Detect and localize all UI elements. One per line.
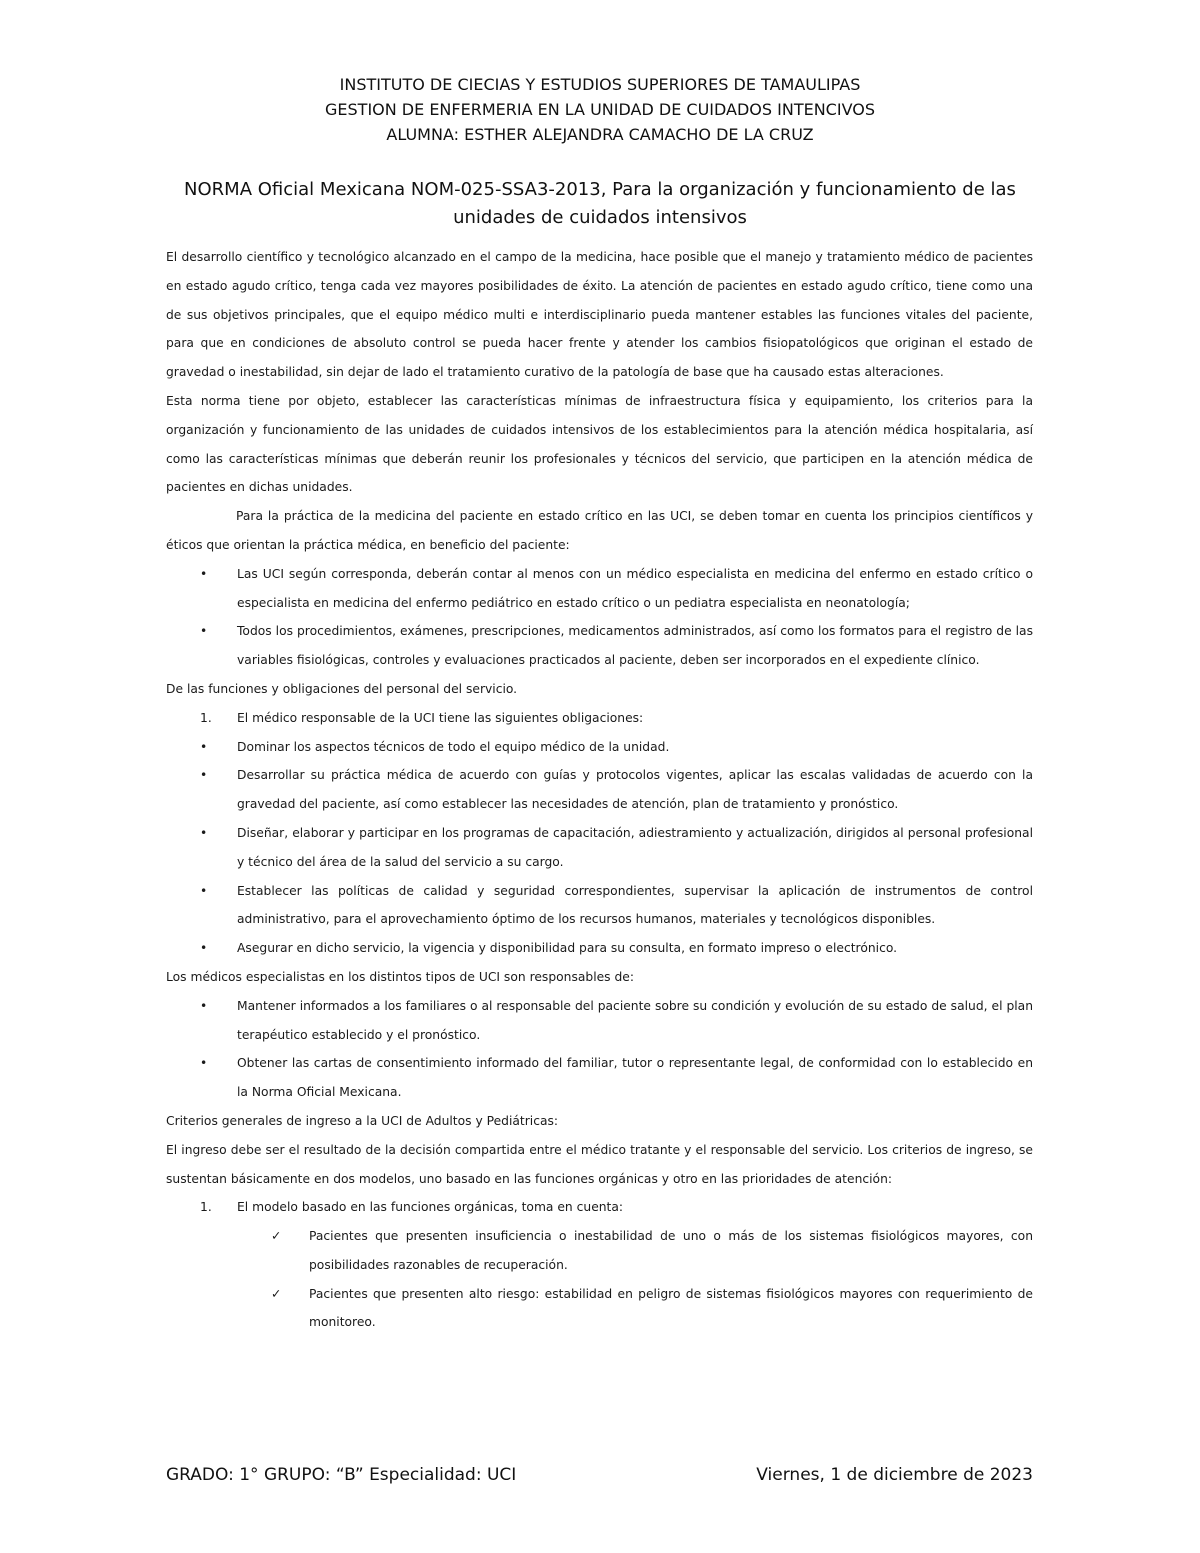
bullet-icon: • xyxy=(200,825,208,840)
bullet-icon: • xyxy=(200,941,208,956)
list-item xyxy=(166,934,1033,963)
bullet-icon: • xyxy=(200,998,208,1013)
check-item xyxy=(166,1280,1033,1338)
bullet-icon: • xyxy=(200,624,208,639)
list-item xyxy=(166,560,1033,618)
numbered-item xyxy=(166,704,1033,733)
document-body xyxy=(166,243,1033,1337)
list-item-text: Establecer las políticas de calidad y seguridad correspondientes, supervisar la aplicación de instrumentos de control administrativo, para el aprovechamiento óptimo de los recursos humanos, materiales y tecnológicos disponibles. xyxy=(237,883,1033,927)
footer-date: Viernes, 1 de diciembre de 2023 xyxy=(756,1465,1033,1485)
numbered-item-text: El modelo basado en las funciones orgánicas, toma en cuenta: xyxy=(237,1200,624,1215)
title-line-2: unidades de cuidados intensivos xyxy=(453,207,747,228)
list-item-text: Dominar los aspectos técnicos de todo el equipo médico de la unidad. xyxy=(237,739,670,754)
list-item-text: Diseñar, elaborar y participar en los programas de capacitación, adiestramiento y actualización, dirigidos al personal profesional y técnico del área de la salud del servicio a su cargo. xyxy=(237,825,1033,869)
paragraph-principles: Para la práctica de la medicina del paciente en estado crítico en las UCI, se deben tomar en cuenta los principios científicos y éticos que orientan la práctica médica, en beneficio del paciente: xyxy=(166,509,1033,552)
list-item-text: Todos los procedimientos, exámenes, prescripciones, medicamentos administrados, así como los formatos para el registro de las variables fisiológicas, controles y evaluaciones practicados al paciente, deben ser incorporados en el expediente clínico. xyxy=(237,624,1033,668)
institution-name: INSTITUTO DE CIECIAS Y ESTUDIOS SUPERIORES DE TAMAULIPAS xyxy=(339,75,861,94)
numbered-item-text: El médico responsable de la UCI tiene las siguientes obligaciones: xyxy=(237,710,644,725)
bullet-icon: • xyxy=(200,566,208,581)
paragraph-functions: De las funciones y obligaciones del personal del servicio. xyxy=(166,681,518,696)
list-item-text: Asegurar en dicho servicio, la vigencia y disponibilidad para su consulta, en formato impreso o electrónico. xyxy=(237,941,898,956)
list-number: 1. xyxy=(200,710,212,725)
bullet-icon: • xyxy=(200,739,208,754)
list-item xyxy=(166,1049,1033,1107)
checkmark-icon: ✓ xyxy=(271,1229,282,1244)
check-item-text: Pacientes que presenten alto riesgo: estabilidad en peligro de sistemas fisiológicos mayores con requerimiento de monitoreo. xyxy=(309,1286,1033,1330)
title-line-1: NORMA Oficial Mexicana NOM-025-SSA3-2013, Para la organización y funcionamiento de las xyxy=(184,179,1016,200)
paragraph-admission-criteria: Criterios generales de ingreso a la UCI de Adultos y Pediátricas: xyxy=(166,1113,559,1128)
paragraph-objective: Esta norma tiene por objeto, establecer las características mínimas de infraestructura física y equipamiento, los criterios para la organización y funcionamiento de las unidades de cuidados intensivos de los establecimientos para la atención médica hospitalaria, así como las características mínimas que deberán reunir los profesionales y técnicos del servicio, que participen en la atención médica de pacientes en dichas unidades. xyxy=(166,393,1033,495)
list-item-text: Desarrollar su práctica médica de acuerdo con guías y protocolos vigentes, aplicar las escalas validadas de acuerdo con la gravedad del paciente, así como establecer las necesidades de atención, plan de tratamiento y pronóstico. xyxy=(237,768,1033,812)
list-item xyxy=(166,877,1033,935)
document-header xyxy=(0,72,1200,147)
document-title xyxy=(150,176,1050,232)
list-item-text: Las UCI según corresponda, deberán contar al menos con un médico especialista en medicina del enfermo en estado crítico o especialista en medicina del enfermo pediátrico en estado crítico o un pediatra especialista en neonatología; xyxy=(237,566,1033,610)
bullet-icon: • xyxy=(200,883,208,898)
list-number: 1. xyxy=(200,1200,212,1215)
course-name: GESTION DE ENFERMERIA EN LA UNIDAD DE CUIDADOS INTENCIVOS xyxy=(325,100,875,119)
list-item-text: Mantener informados a los familiares o al responsable del paciente sobre su condición y evolución de su estado de salud, el plan terapéutico establecido y el pronóstico. xyxy=(237,998,1033,1042)
list-item xyxy=(166,733,1033,762)
student-name: ALUMNA: ESTHER ALEJANDRA CAMACHO DE LA CRUZ xyxy=(386,125,814,144)
paragraph-intro: El desarrollo científico y tecnológico alcanzado en el campo de la medicina, hace posible que el manejo y tratamiento médico de pacientes en estado agudo crítico, tenga cada vez mayores posibilidades de éxito. La atención de pacientes en estado agudo crítico, tiene como una de sus objetivos principales, que el equipo médico multi e interdisciplinario pueda mantener estables las funciones vitales del paciente, para que en condiciones de absoluto control se pueda hacer frente y atender los cambios fisiopatológicos que originan el estado de gravedad o inestabilidad, sin dejar de lado el tratamiento curativo de la patología de base que ha causado estas alteraciones. xyxy=(166,250,1033,380)
bullet-icon: • xyxy=(200,768,208,783)
list-item-text: Obtener las cartas de consentimiento informado del familiar, tutor o representante legal, de conformidad con lo establecido en la Norma Oficial Mexicana. xyxy=(237,1056,1033,1100)
list-item xyxy=(166,761,1033,819)
check-item-text: Pacientes que presenten insuficiencia o inestabilidad de uno o más de los sistemas fisiológicos mayores, con posibilidades razonables de recuperación. xyxy=(309,1229,1033,1272)
numbered-item xyxy=(166,1193,1033,1222)
paragraph-specialists: Los médicos especialistas en los distintos tipos de UCI son responsables de: xyxy=(166,969,635,984)
check-item xyxy=(166,1222,1033,1280)
list-item xyxy=(166,617,1033,675)
paragraph-admission-models: El ingreso debe ser el resultado de la decisión compartida entre el médico tratante y el responsable del servicio. Los criterios de ingreso, se sustentan básicamente en dos modelos, uno basado en las funciones orgánicas y otro en las prioridades de atención: xyxy=(166,1142,1033,1186)
document-footer xyxy=(166,1460,1033,1490)
list-item xyxy=(166,992,1033,1050)
list-item xyxy=(166,819,1033,877)
checkmark-icon: ✓ xyxy=(271,1286,282,1301)
bullet-icon: • xyxy=(200,1056,208,1071)
footer-group-info: GRADO: 1° GRUPO: “B” Especialidad: UCI xyxy=(166,1465,517,1485)
